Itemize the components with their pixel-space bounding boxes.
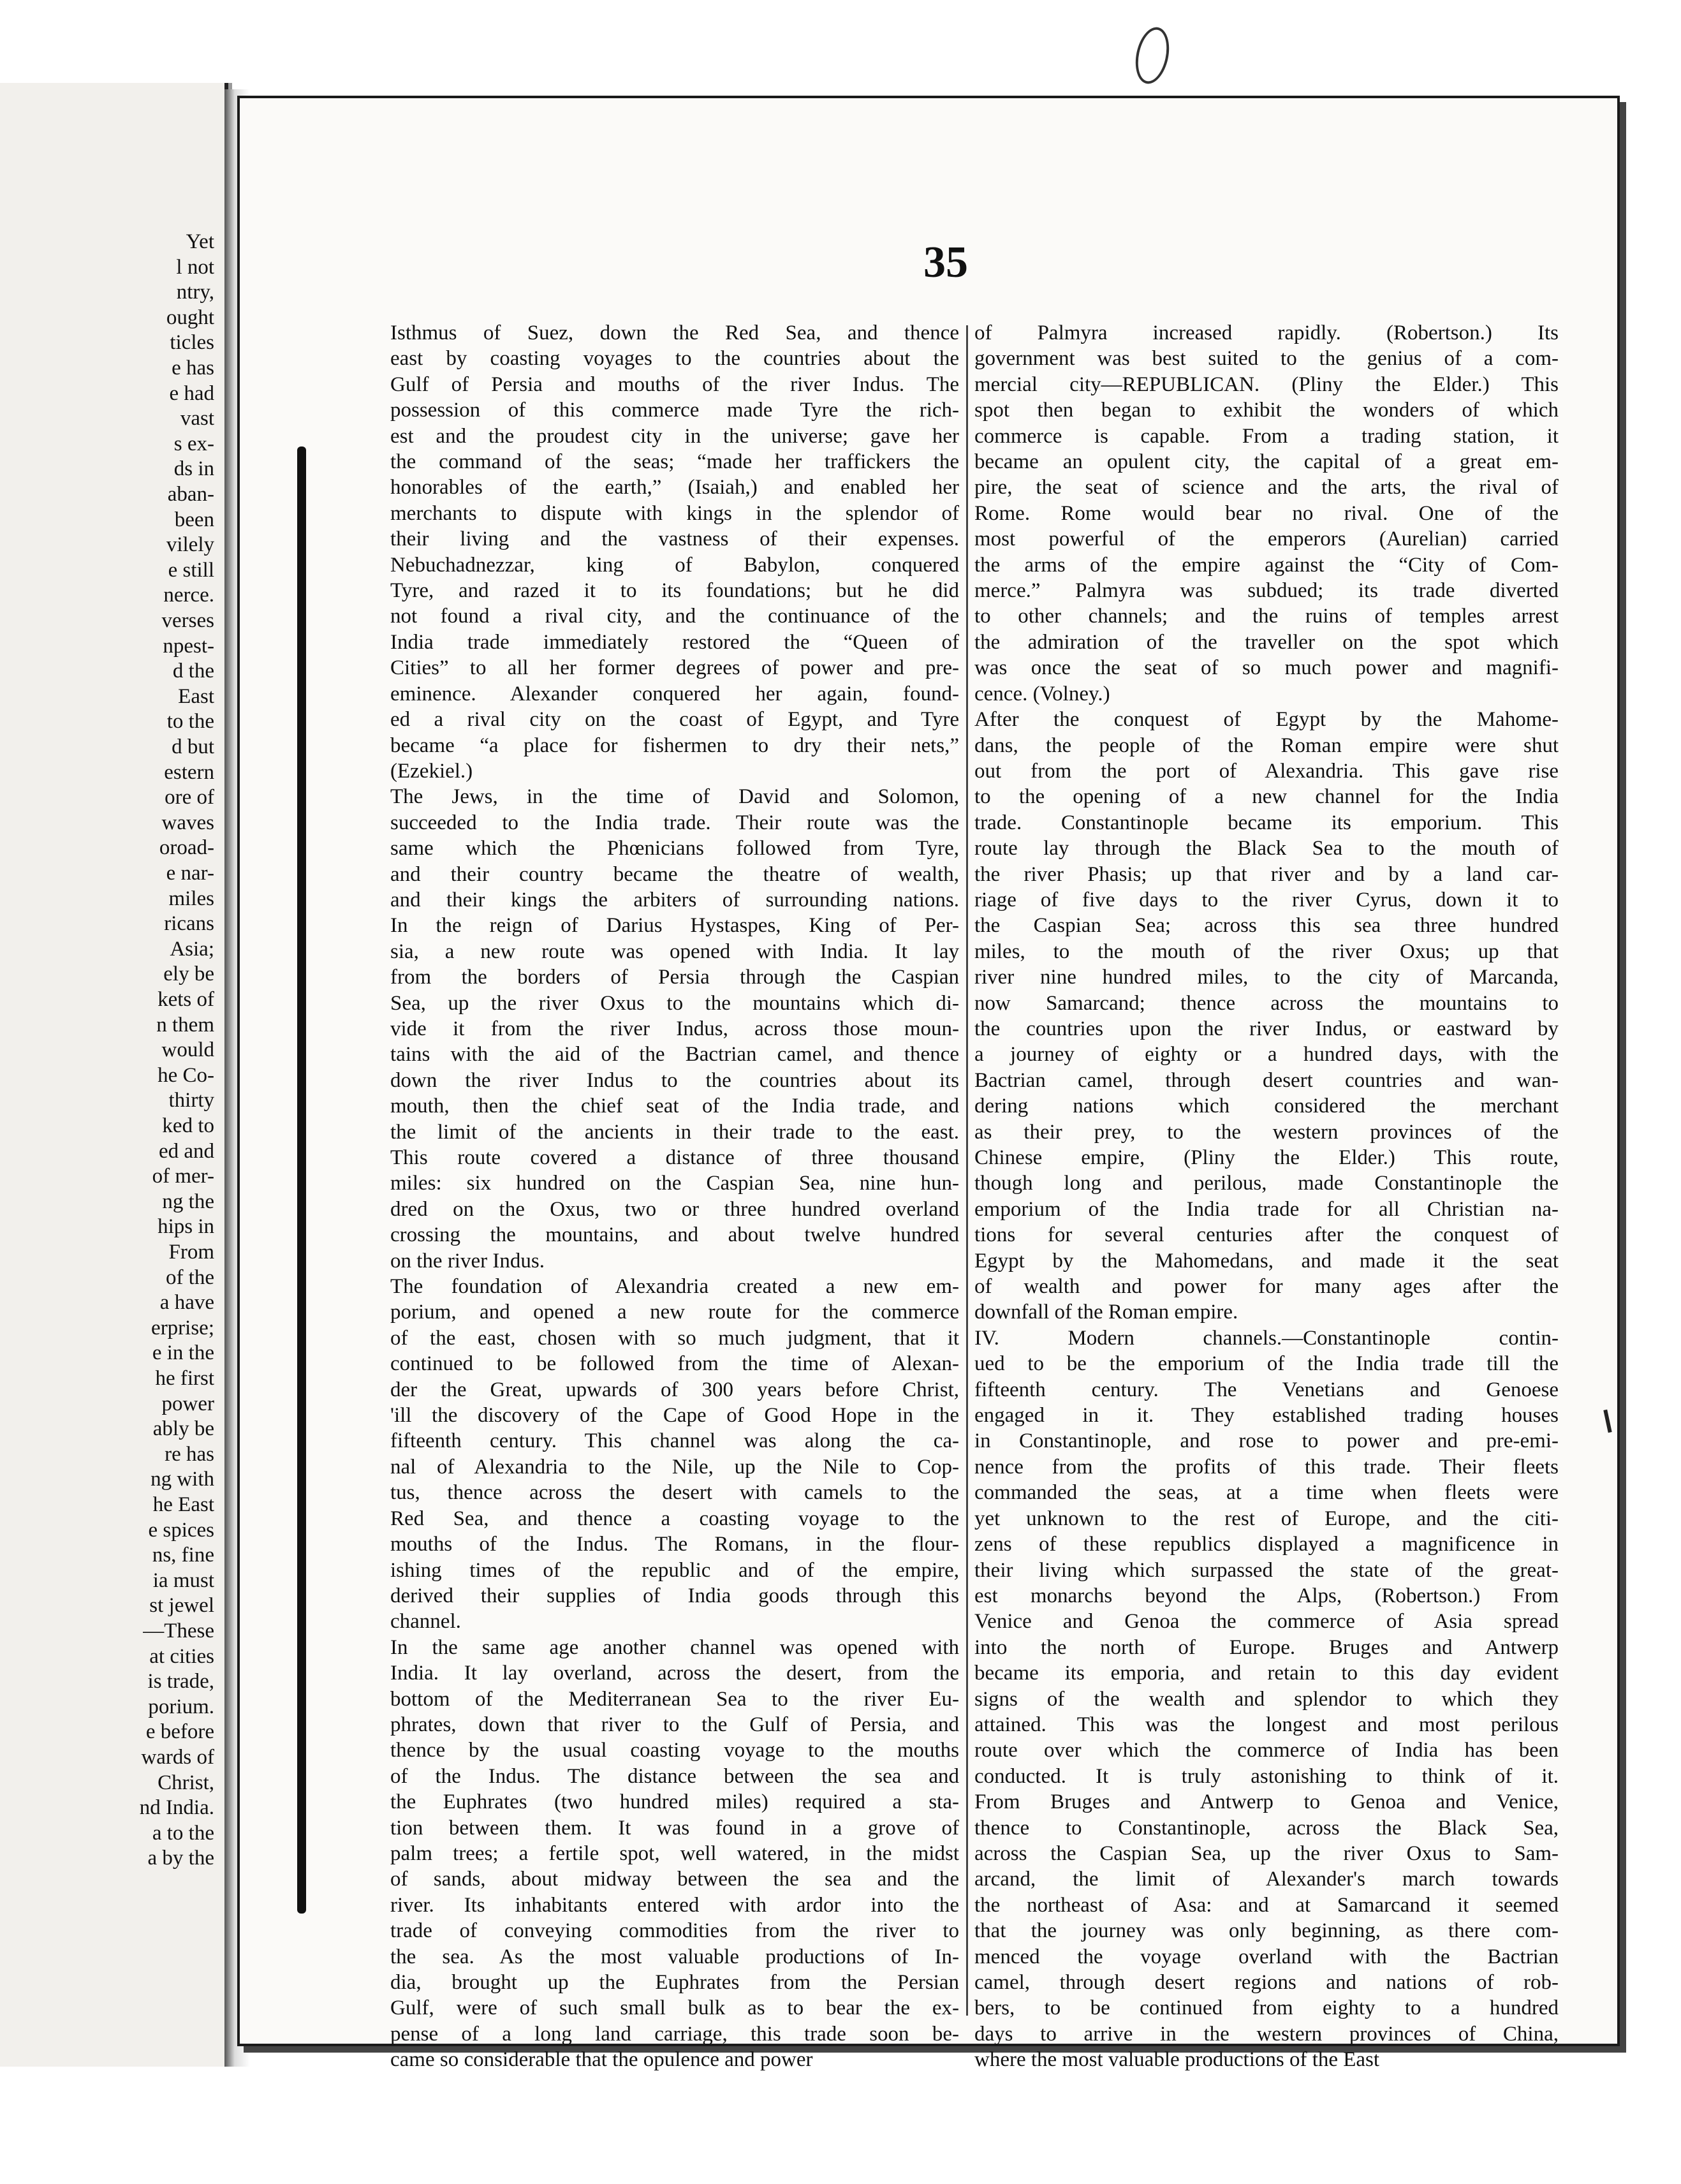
text-line: Bactrian camel, through desert countries and wan- [974, 1068, 1559, 1092]
fragment-line: of the [165, 1265, 214, 1289]
fragment-line: Asia; [170, 937, 214, 961]
text-line: the river Phasis; up that river and by a land car- [974, 862, 1559, 886]
text-line: ued to be the emporium of the India trade till the [974, 1352, 1559, 1376]
text-line: Tyre, and razed it to its foundations; but he did [390, 579, 959, 603]
text-line: yet unknown to the rest of Europe, and the citi- [974, 1507, 1559, 1530]
fragment-line: would [161, 1038, 214, 1062]
text-line: where the most valuable productions of the East [974, 2048, 1380, 2072]
fragment-line: ng with [150, 1468, 214, 1491]
text-line: into the north of Europe. Bruges and Antwerp [974, 1635, 1559, 1659]
fragment-line: thirty [168, 1089, 214, 1112]
text-line: The foundation of Alexandria created a new em- [390, 1275, 959, 1299]
text-line: in Constantinople, and rose to power and pre-emi- [974, 1429, 1559, 1453]
fragment-line: hips in [158, 1215, 214, 1239]
fragment-line: ed and [158, 1139, 214, 1163]
text-line: government was best suited to the genius of a com- [974, 347, 1559, 371]
text-line: Isthmus of Suez, down the Red Sea, and thence [390, 321, 959, 344]
fragment-line: st jewel [149, 1594, 214, 1618]
text-line: eminence. Alexander conquered her again, found- [390, 682, 959, 705]
fragment-line: d but [172, 735, 214, 758]
text-line: their living which surpassed the state of the great- [974, 1558, 1559, 1582]
text-line: Sea, up the river Oxus to the mountains which di- [390, 991, 959, 1015]
text-line: out from the port of Alexandria. This gave rise [974, 759, 1559, 783]
text-line: tus, thence across the desert with camels to the [390, 1481, 959, 1505]
text-line: camel, through desert regions and nations of rob- [974, 1971, 1559, 1994]
fragment-line: a by the [147, 1847, 214, 1870]
text-line: mouths of the Indus. The Romans, in the flour- [390, 1533, 959, 1556]
text-line: derived their supplies of India goods through this [390, 1584, 959, 1607]
text-line: to the opening of a new channel for the India [974, 785, 1559, 809]
fragment-line: Yet [186, 230, 214, 253]
text-line: bers, to be continued from eighty to a hundred [974, 1996, 1559, 2020]
text-line: zens of these republics displayed a magnificence in [974, 1533, 1559, 1556]
text-line: commerce is capable. From a trading station, it [974, 424, 1559, 448]
text-line: Nebuchadnezzar, king of Babylon, conquered [390, 553, 959, 577]
text-line: India. It lay overland, across the desert, from the [390, 1662, 959, 1685]
text-line: Gulf of Persia and mouths of the river Indus. The [390, 373, 959, 396]
text-line: not found a rival city, and the continuance of the [390, 605, 959, 628]
text-line: The Jews, in the time of David and Solomon, [390, 785, 959, 809]
text-line: der the Great, upwards of 300 years before Christ, [390, 1378, 959, 1401]
fragment-line: a to the [152, 1821, 214, 1845]
fragment-line: ely be [163, 963, 214, 986]
fragment-line: kets of [158, 988, 214, 1011]
text-line: the Caspian Sea; across this sea three hundred [974, 914, 1559, 938]
text-line: (Ezekiel.) [390, 759, 473, 783]
fragment-line: ought [166, 306, 214, 329]
text-line: and their country became the theatre of wealth, [390, 862, 959, 886]
fragment-line: From [168, 1241, 214, 1264]
text-line: Chinese empire, (Pliny the Elder.) This route, [974, 1146, 1559, 1169]
text-line: the limit of the ancients in their trade to the east. [390, 1120, 959, 1144]
text-line: was once the seat of so much power and magnifi- [974, 656, 1559, 680]
text-line: continued to be followed from the time of Alexan- [390, 1352, 959, 1376]
text-line: fifteenth century. The Venetians and Genoese [974, 1378, 1559, 1401]
fragment-line: npest- [163, 634, 214, 658]
text-line: bottom of the Mediterranean Sea to the river Eu- [390, 1687, 959, 1711]
text-line: the countries upon the river Indus, or eastward by [974, 1017, 1559, 1040]
text-line: the arms of the empire against the “City of Com- [974, 553, 1559, 577]
fragment-line: e spices [148, 1518, 214, 1542]
text-line: a journey of eighty or a hundred days, with the [974, 1043, 1559, 1066]
fragment-line: Christ, [158, 1771, 214, 1794]
fragment-line: he Co- [158, 1063, 214, 1087]
fragment-line: e before [145, 1720, 214, 1744]
text-line: tion between them. It was found in a grove of [390, 1816, 959, 1840]
text-line: mouth, then the chief seat of the India trade, and [390, 1095, 959, 1118]
text-line: Venice and Genoa the commerce of Asia spread [974, 1610, 1559, 1634]
text-line: pire, the seat of science and the arts, the rival of [974, 476, 1559, 499]
text-line: trade of conveying commodities from the river to [390, 1919, 959, 1943]
text-line: spot then began to exhibit the wonders of which [974, 399, 1559, 422]
fragment-line: d the [172, 660, 214, 683]
fragment-line: waves [161, 811, 214, 834]
fragment-line: e had [169, 381, 214, 405]
text-line: menced the voyage overland with the Bactrian [974, 1945, 1559, 1968]
text-line: route lay through the Black Sea to the mouth of [974, 837, 1559, 860]
text-line: on the river Indus. [390, 1249, 545, 1273]
text-line: of the east, chosen with so much judgment, that it [390, 1326, 959, 1350]
text-line: thence to Constantinople, across the Black Sea, [974, 1816, 1559, 1840]
text-line: attained. This was the longest and most perilous [974, 1713, 1559, 1736]
text-line: sia, a new route was opened with India. It lay [390, 940, 959, 963]
column-rule [966, 325, 968, 2016]
fragment-line: is trade, [147, 1670, 214, 1693]
text-line: dans, the people of the Roman empire were shut [974, 734, 1559, 757]
fragment-line: a have [159, 1291, 214, 1315]
text-line: ed a rival city on the coast of Egypt, and Tyre [390, 708, 959, 732]
text-line: the admiration of the traveller on the spot which [974, 630, 1559, 654]
fragment-line: n them [156, 1013, 214, 1037]
text-line: dred on the Oxus, two or three hundred overland [390, 1197, 959, 1221]
text-line: porium, and opened a new route for the commerce [390, 1301, 959, 1324]
fragment-line: ng the [162, 1190, 214, 1213]
text-line: of wealth and power for many ages after the [974, 1275, 1559, 1299]
fragment-line: estern [164, 760, 214, 784]
text-line: tains with the aid of the Bactrian camel, and thence [390, 1043, 959, 1066]
fragment-line: e still [168, 558, 214, 582]
text-line: miles, to the mouth of the river Oxus; up that [974, 940, 1559, 963]
text-line: succeeded to the India trade. Their route was the [390, 811, 959, 834]
text-line: IV. Modern channels.—Constantinople contin- [974, 1326, 1559, 1350]
text-line: est and the proudest city in the universe; gave her [390, 424, 959, 448]
text-line: commanded the seas, at a time when fleets were [974, 1481, 1559, 1505]
text-line: riage of five days to the river Cyrus, down it to [974, 888, 1559, 911]
text-line: same which the Phœnicians followed from Tyre, [390, 837, 959, 860]
pencil-mark [1131, 24, 1174, 87]
fragment-line: ds in [173, 457, 214, 481]
text-line: crossing the mountains, and about twelve hundred [390, 1223, 959, 1247]
fragment-line: wards of [141, 1746, 214, 1769]
text-line: emporium of the India trade for all Christian na- [974, 1197, 1559, 1221]
page-number: 35 [923, 238, 968, 287]
text-line: the command of the seas; “made her traffickers the [390, 450, 959, 474]
fragment-line: aban- [167, 483, 214, 506]
text-line: river. Its inhabitants entered with ardor into the [390, 1893, 959, 1917]
fragment-line: e in the [152, 1341, 214, 1365]
text-line: from the borders of Persia through the Caspian [390, 966, 959, 989]
text-line: though long and perilous, made Constantinople the [974, 1172, 1559, 1195]
fragment-line: ticles [170, 331, 214, 355]
text-line: miles: six hundred on the Caspian Sea, nine hun- [390, 1172, 959, 1195]
text-line: 'ill the discovery of the Cape of Good Hope in the [390, 1404, 959, 1428]
text-line: In the same age another channel was opened with [390, 1635, 959, 1659]
text-line: est monarchs beyond the Alps, (Robertson.) From [974, 1584, 1559, 1607]
text-line: down the river Indus to the countries about its [390, 1068, 959, 1092]
text-line: fifteenth century. This channel was along the ca- [390, 1429, 959, 1453]
text-line: of sands, about midway between the sea and the [390, 1868, 959, 1891]
fragment-line: e has [172, 357, 214, 380]
text-line: dia, brought up the Euphrates from the Persian [390, 1971, 959, 1994]
fragment-line: East [178, 684, 214, 708]
fragment-line: at cities [149, 1644, 214, 1668]
text-line: palm trees; a fertile spot, well watered, in the midst [390, 1841, 959, 1865]
text-line: Egypt by the Mahomedans, and made it the seat [974, 1249, 1559, 1273]
text-line: became “a place for fishermen to dry their nets,” [390, 734, 959, 757]
text-line: across the Caspian Sea, up the river Oxus to Sam- [974, 1841, 1559, 1865]
text-line: Cities” to all her former degrees of power and pre- [390, 656, 959, 680]
text-line: conducted. It is truly astonishing to think of it. [974, 1764, 1559, 1788]
text-line: most powerful of the emperors (Aurelian) carried [974, 528, 1559, 551]
fragment-line: —These [143, 1620, 214, 1642]
text-line: nence from the profits of this trade. Their fleets [974, 1455, 1559, 1479]
fragment-line: to the [166, 710, 214, 734]
text-line: now Samarcand; thence across the mountains to [974, 991, 1559, 1015]
text-line: of Palmyra increased rapidly. (Robertson.) Its [974, 321, 1559, 344]
fragment-line: ably be [152, 1417, 214, 1441]
fragment-line: porium. [148, 1695, 214, 1718]
fragment-line: vast [180, 407, 214, 431]
text-line: Red Sea, and thence a coasting voyage to the [390, 1507, 959, 1530]
fragment-line: re has [165, 1442, 214, 1466]
text-line: days to arrive in the western provinces of China, [974, 2022, 1559, 2046]
fragment-line: been [174, 508, 214, 531]
text-line: tions for several centuries after the conquest of [974, 1223, 1559, 1247]
text-line: signs of the wealth and splendor to which they [974, 1687, 1559, 1711]
text-line: From Bruges and Antwerp to Genoa and Venice, [974, 1790, 1559, 1814]
text-line: This route covered a distance of three thousand [390, 1146, 959, 1169]
text-line: arcand, the limit of Alexander's march towards [974, 1868, 1559, 1891]
text-line: downfall of the Roman empire. [974, 1301, 1238, 1324]
text-line: After the conquest of Egypt by the Mahome- [974, 708, 1559, 732]
text-line: India trade immediately restored the “Queen of [390, 630, 959, 654]
text-line: honorables of the earth,” (Isaiah,) and enabled her [390, 476, 959, 499]
text-line: merce.” Palmyra was subdued; its trade diverted [974, 579, 1559, 603]
fragment-line: erprise; [151, 1316, 214, 1339]
text-line: channel. [390, 1610, 461, 1634]
text-line: merchants to dispute with kings in the splendor of [390, 501, 959, 525]
fragment-line: ns, fine [152, 1544, 214, 1567]
text-line: ishing times of the republic and of the empire, [390, 1558, 959, 1582]
text-column-left [390, 320, 959, 2073]
text-line: the Euphrates (two hundred miles) required a sta- [390, 1790, 959, 1814]
text-line: river nine hundred miles, to the city of Marcanda, [974, 966, 1559, 989]
fragment-line: he first [155, 1367, 214, 1390]
text-line: Gulf, were of such small bulk as to bear the ex- [390, 1996, 959, 2020]
fragment-line: nerce. [163, 584, 214, 607]
text-line: the sea. As the most valuable productions of In- [390, 1945, 959, 1968]
left-page-fragment [0, 83, 228, 2067]
text-line: thence by the usual coasting voyage to the mouths [390, 1739, 959, 1762]
fragment-line: miles [168, 887, 214, 910]
fragment-line: l not [176, 255, 214, 279]
text-line: phrates, down that river to the Gulf of Persia, and [390, 1713, 959, 1736]
fragment-line: nd India. [139, 1796, 214, 1820]
fragment-line: ia must [152, 1568, 214, 1592]
fragment-line: ore of [165, 786, 214, 809]
text-line: became an opulent city, the capital of a great em- [974, 450, 1559, 474]
text-line: engaged in it. They established trading houses [974, 1404, 1559, 1428]
text-line: In the reign of Darius Hystaspes, King of Per- [390, 914, 959, 938]
text-line: Rome. Rome would bear no rival. One of the [974, 501, 1559, 525]
fragment-line: ked to [162, 1114, 214, 1137]
text-line: dering nations which considered the merchant [974, 1095, 1559, 1118]
text-line: trade. Constantinople became its emporium. This [974, 811, 1559, 834]
fragment-line: verses [161, 609, 214, 632]
text-line: nal of Alexandria to the Nile, up the Nile to Cop- [390, 1455, 959, 1479]
fragment-line: power [161, 1392, 214, 1415]
text-line: came so considerable that the opulence and power [390, 2048, 813, 2072]
fragment-line: of mer- [152, 1165, 214, 1188]
text-line: possession of this commerce made Tyre the rich- [390, 399, 959, 422]
fragment-line: s ex- [173, 432, 214, 455]
text-line: mercial city—REPUBLICAN. (Pliny the Elder.) This [974, 373, 1559, 396]
text-line: cence. (Volney.) [974, 682, 1110, 705]
text-line: vide it from the river Indus, across those moun- [390, 1017, 959, 1040]
fragment-line: ntry, [176, 281, 214, 304]
fragment-line: oroad- [159, 836, 214, 860]
fragment-line: vilely [166, 533, 214, 557]
text-line: and their kings the arbiters of surrounding nations. [390, 888, 959, 911]
text-line: east by coasting voyages to the countries about the [390, 347, 959, 371]
fragment-line: e nar- [166, 862, 214, 885]
fragment-line: he East [152, 1493, 214, 1516]
text-line: that the journey was only beginning, as there com- [974, 1919, 1559, 1943]
text-line: route over which the commerce of India has been [974, 1739, 1559, 1762]
text-line: to other channels; and the ruins of temples arrest [974, 605, 1559, 628]
fragment-line: ricans [164, 912, 214, 936]
text-line: their living and the vastness of their expenses. [390, 528, 959, 551]
binding-edge [297, 446, 306, 1914]
text-line: pense of a long land carriage, this trade soon be- [390, 2022, 959, 2046]
text-line: became its emporia, and retain to this day evident [974, 1662, 1559, 1685]
text-column-right [974, 320, 1559, 2073]
text-line: of the Indus. The distance between the sea and [390, 1764, 959, 1788]
text-line: as their prey, to the western provinces of the [974, 1120, 1559, 1144]
text-line: the northeast of Asa: and at Samarcand it seemed [974, 1893, 1559, 1917]
